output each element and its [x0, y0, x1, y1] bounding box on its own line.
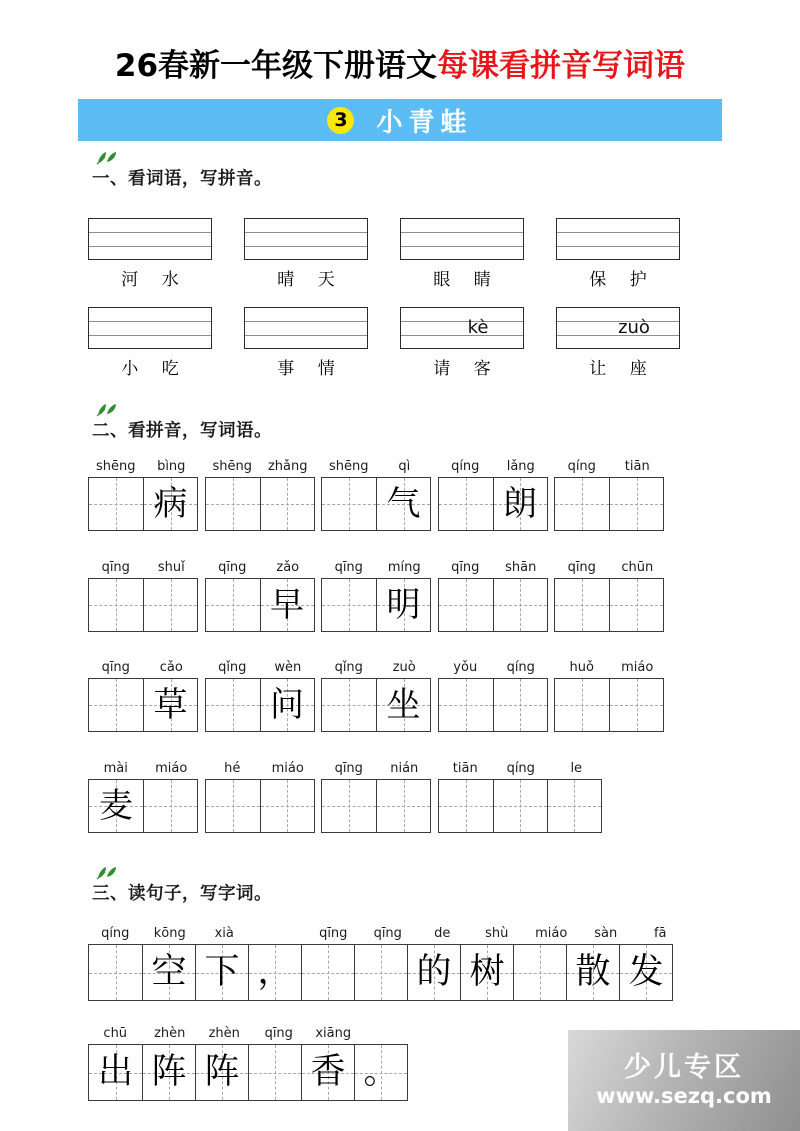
tianzige-cell[interactable] — [206, 679, 260, 731]
tianzige-cell[interactable] — [322, 579, 376, 631]
pinyin-label: cǎo — [159, 660, 183, 675]
pinyin-label: qīng — [334, 761, 363, 776]
tianzige-grid[interactable] — [321, 477, 431, 531]
word-grid-group — [88, 459, 198, 531]
word-grid-group — [554, 560, 664, 632]
tianzige-cell[interactable] — [206, 579, 260, 631]
word-grid-group — [554, 459, 664, 531]
pinyin-label: lǎng — [506, 459, 535, 474]
pinyin-label: sàn — [594, 926, 618, 941]
tianzige-cell[interactable] — [566, 945, 619, 1000]
tianzige-cell[interactable] — [439, 780, 493, 832]
tianzige-cell[interactable] — [195, 1045, 248, 1100]
pinyin-label: shù — [485, 926, 509, 941]
character-value — [494, 679, 547, 731]
pinyin-label: yǒu — [453, 660, 478, 675]
tianzige-grid[interactable] — [321, 578, 431, 632]
tianzige-cell[interactable] — [260, 478, 314, 530]
pinyin-row — [205, 659, 316, 677]
word-label: 保 护 — [589, 270, 656, 290]
pinyin-row — [88, 1025, 415, 1043]
character-value — [89, 579, 143, 631]
character-value — [322, 478, 376, 530]
tianzige-grid[interactable] — [205, 678, 315, 732]
word-grid-group — [321, 761, 431, 833]
pinyin-row — [88, 559, 199, 577]
leaf-icon — [96, 151, 118, 165]
tianzige-grid[interactable] — [554, 578, 664, 632]
tianzige-cell[interactable] — [260, 679, 314, 731]
leaf-icon — [96, 403, 118, 417]
pinyin-row — [88, 760, 199, 778]
character-value — [514, 945, 566, 1000]
pinyin-value — [245, 308, 367, 348]
tianzige-cell[interactable] — [513, 945, 566, 1000]
word-grid-group — [205, 761, 315, 833]
pinyin-row — [321, 458, 432, 476]
character-value — [494, 579, 547, 631]
tianzige-grid[interactable] — [88, 678, 198, 732]
pinyin-label: qīng — [334, 560, 363, 575]
character-value — [261, 780, 314, 832]
character-value — [144, 579, 197, 631]
character-value — [555, 478, 609, 530]
pinyin-label: bìng — [157, 459, 186, 474]
tianzige-cell[interactable] — [493, 679, 547, 731]
pinyin-label: huǒ — [569, 660, 594, 675]
tianzige-cell[interactable] — [322, 478, 376, 530]
word-label: 让 座 — [589, 359, 656, 379]
tianzige-cell[interactable] — [322, 679, 376, 731]
pinyin-label: zhèn — [154, 1026, 186, 1041]
tianzige-cell[interactable] — [301, 1045, 354, 1100]
word-grid-group — [438, 560, 548, 632]
tianzige-cell[interactable] — [89, 945, 142, 1000]
pinyin-label: tiān — [624, 459, 650, 474]
tianzige-cell[interactable] — [143, 579, 197, 631]
tianzige-grid[interactable] — [88, 944, 673, 1001]
pinyin-answer-box[interactable] — [400, 307, 524, 349]
character-value: 树 — [469, 952, 505, 992]
tianzige-cell[interactable] — [206, 478, 260, 530]
pinyin-row — [321, 659, 432, 677]
pinyin-label: shēng — [95, 459, 136, 474]
section3-heading — [92, 880, 272, 905]
tianzige-cell[interactable] — [376, 679, 430, 731]
pinyin-label: de — [434, 926, 451, 941]
pinyin-label: miáo — [271, 761, 304, 776]
pinyin-label: mài — [103, 761, 128, 776]
pinyin-value — [89, 308, 211, 348]
pinyin-label: qīng — [319, 926, 348, 941]
pinyin-label: miáo — [535, 926, 568, 941]
word-grid-group — [438, 660, 548, 732]
tianzige-cell[interactable] — [89, 679, 143, 731]
tianzige-cell[interactable] — [493, 579, 547, 631]
pinyin-row — [88, 458, 199, 476]
lesson-header-bar — [78, 99, 722, 141]
tianzige-cell[interactable] — [609, 579, 663, 631]
word-label: 眼 睛 — [433, 270, 500, 290]
tianzige-cell[interactable] — [260, 579, 314, 631]
pinyin-answer-box[interactable] — [556, 218, 680, 260]
pinyin-answer-box[interactable] — [88, 218, 212, 260]
character-value: 阵 — [151, 1052, 187, 1092]
pinyin-label: fā — [653, 926, 667, 941]
pinyin-label: shēng — [328, 459, 369, 474]
pinyin-answer-box[interactable] — [400, 218, 524, 260]
character-value — [610, 478, 663, 530]
tianzige-cell[interactable] — [143, 478, 197, 530]
lesson-number-badge: 3 — [327, 107, 354, 134]
word-grid-group — [438, 761, 602, 833]
character-value — [261, 478, 314, 530]
tianzige-grid[interactable] — [438, 578, 548, 632]
pinyin-answer-box[interactable] — [244, 218, 368, 260]
pinyin-label: zǎo — [276, 560, 300, 575]
character-value — [439, 679, 493, 731]
pinyin-row — [321, 760, 432, 778]
character-value — [206, 780, 260, 832]
character-value — [144, 780, 197, 832]
character-value — [249, 1045, 301, 1100]
word-label: 晴 天 — [277, 270, 344, 290]
pinyin-label: zuò — [392, 660, 416, 675]
word-label: 河 水 — [121, 270, 188, 290]
tianzige-cell[interactable] — [354, 945, 407, 1000]
word-grid-group — [554, 660, 664, 732]
character-value: 发 — [628, 952, 664, 992]
pinyin-row — [88, 659, 199, 677]
tianzige-grid[interactable] — [321, 678, 431, 732]
tianzige-cell[interactable] — [547, 780, 601, 832]
pinyin-label: nián — [390, 761, 419, 776]
section2-heading-text: 二、看拼音，写词语。 — [92, 421, 272, 441]
pinyin-label: zhǎng — [267, 459, 308, 474]
pinyin-label: qīng — [451, 560, 480, 575]
character-value: ， — [257, 952, 293, 992]
tianzige-cell[interactable] — [89, 1045, 142, 1100]
pinyin-label: shēng — [212, 459, 252, 474]
pinyin-label: tiān — [452, 761, 478, 776]
tianzige-cell[interactable] — [376, 478, 430, 530]
lesson-title: 小青蛙 — [376, 107, 473, 138]
tianzige-cell[interactable] — [301, 945, 354, 1000]
pinyin-answer-box[interactable] — [556, 307, 680, 349]
pinyin-label: qǐng — [334, 660, 363, 675]
tianzige-cell[interactable] — [619, 945, 672, 1000]
character-value — [206, 679, 260, 731]
tianzige-cell[interactable] — [142, 1045, 195, 1100]
character-value: 散 — [575, 952, 611, 992]
watermark — [568, 1030, 800, 1131]
page-title-red: 每课看拼音写词语 — [437, 48, 686, 84]
character-value — [555, 579, 609, 631]
pinyin-label: hé — [224, 761, 241, 776]
pinyin-label: qíng — [506, 761, 535, 776]
pinyin-label: xià — [214, 926, 234, 941]
tianzige-grid[interactable] — [88, 477, 198, 531]
pinyin-label: chū — [103, 1026, 128, 1041]
tianzige-cell[interactable] — [376, 780, 430, 832]
character-value — [439, 478, 493, 530]
character-value — [89, 679, 143, 731]
word-label: 事 情 — [277, 359, 344, 379]
word-grid-group — [321, 560, 431, 632]
pinyin-value — [245, 219, 367, 259]
character-value: 下 — [204, 952, 240, 992]
pinyin-label: xiāng — [315, 1026, 352, 1041]
word-grid-group — [205, 459, 315, 531]
pinyin-label: shān — [505, 560, 537, 575]
tianzige-grid[interactable] — [554, 678, 664, 732]
character-value — [610, 579, 663, 631]
character-value: 阵 — [204, 1052, 240, 1092]
word-grid-group — [88, 660, 198, 732]
word-grid-group — [88, 560, 198, 632]
pinyin-answer-box[interactable] — [88, 307, 212, 349]
word-grid-group — [321, 459, 431, 531]
character-value: 空 — [151, 952, 187, 992]
pinyin-label: qīng — [101, 560, 130, 575]
character-value: 朗 — [503, 484, 537, 524]
pinyin-label: qíng — [451, 459, 480, 474]
character-value: 问 — [270, 685, 304, 725]
watermark-cn: 少儿专区 — [624, 1052, 744, 1084]
character-value — [89, 478, 143, 530]
pinyin-label: qīng — [101, 660, 130, 675]
tianzige-cell[interactable] — [142, 945, 195, 1000]
tianzige-cell[interactable] — [260, 780, 314, 832]
tianzige-grid[interactable] — [88, 779, 198, 833]
tianzige-cell[interactable] — [555, 478, 609, 530]
character-value: 气 — [386, 484, 421, 524]
tianzige-cell[interactable] — [248, 945, 301, 1000]
pinyin-answer-box[interactable] — [244, 307, 368, 349]
pinyin-row — [205, 458, 316, 476]
character-value: 草 — [153, 685, 188, 725]
tianzige-cell[interactable] — [354, 1045, 407, 1100]
character-value: 病 — [153, 484, 188, 524]
pinyin-label: míng — [387, 560, 421, 575]
pinyin-value: zuò — [618, 317, 650, 338]
pinyin-row — [438, 760, 605, 778]
section1-heading-text: 一、看词语，写拼音。 — [92, 169, 272, 189]
character-value: 明 — [386, 585, 421, 625]
pinyin-label: chūn — [621, 560, 654, 575]
word-grid-group — [321, 660, 431, 732]
character-value — [206, 579, 260, 631]
character-value: 香 — [310, 1052, 346, 1092]
word-grid-group — [205, 660, 315, 732]
pinyin-row — [438, 458, 549, 476]
pinyin-label: qǐng — [218, 660, 247, 675]
pinyin-row — [554, 659, 665, 677]
tianzige-grid[interactable] — [88, 1044, 408, 1101]
character-value — [555, 679, 609, 731]
tianzige-cell[interactable] — [89, 579, 143, 631]
pinyin-label: qīng — [218, 560, 247, 575]
watermark-url: www.sezq.com — [596, 1083, 772, 1108]
tianzige-grid[interactable] — [205, 779, 315, 833]
pinyin-label: qíng — [567, 459, 596, 474]
character-value: 早 — [270, 585, 304, 625]
sentence-grid-line — [88, 926, 673, 1001]
pinyin-label: qīng — [373, 926, 402, 941]
tianzige-cell[interactable] — [439, 579, 493, 631]
character-value — [355, 945, 407, 1000]
character-value — [89, 945, 142, 1000]
tianzige-cell[interactable] — [493, 780, 547, 832]
section1-heading — [92, 165, 272, 190]
character-value — [322, 679, 376, 731]
character-value — [302, 945, 354, 1000]
pinyin-value — [89, 219, 211, 259]
tianzige-cell[interactable] — [493, 478, 547, 530]
pinyin-label — [361, 1025, 416, 1043]
pinyin-row — [554, 458, 665, 476]
character-value: 的 — [416, 952, 452, 992]
character-value — [548, 780, 601, 832]
tianzige-cell[interactable] — [195, 945, 248, 1000]
pinyin-label: qīng — [567, 560, 596, 575]
pinyin-row — [88, 925, 688, 943]
pinyin-label: qíng — [506, 660, 535, 675]
tianzige-cell[interactable] — [206, 780, 260, 832]
character-value — [494, 780, 547, 832]
page-title — [0, 40, 800, 85]
pinyin-label: qīng — [264, 1026, 293, 1041]
pinyin-label: kōng — [153, 926, 186, 941]
pinyin-value: kè — [467, 317, 489, 338]
pinyin-value — [557, 219, 679, 259]
pinyin-label: miáo — [155, 761, 188, 776]
tianzige-grid[interactable] — [88, 578, 198, 632]
tianzige-cell[interactable] — [460, 945, 513, 1000]
section2-heading — [92, 417, 272, 442]
section3-heading-text: 三、读句子，写字词。 — [92, 884, 272, 904]
tianzige-cell[interactable] — [143, 679, 197, 731]
word-grid-group — [438, 459, 548, 531]
tianzige-cell[interactable] — [555, 579, 609, 631]
tianzige-cell[interactable] — [322, 780, 376, 832]
tianzige-cell[interactable] — [89, 478, 143, 530]
page-title-black: 26春新一年级下册语文 — [114, 48, 438, 84]
character-value: 麦 — [99, 786, 133, 826]
pinyin-label: wèn — [274, 660, 302, 675]
character-value: 坐 — [386, 685, 421, 725]
sentence-grid-line — [88, 1026, 408, 1101]
tianzige-cell[interactable] — [407, 945, 460, 1000]
pinyin-row — [554, 559, 665, 577]
pinyin-row — [321, 559, 432, 577]
tianzige-grid[interactable] — [554, 477, 664, 531]
tianzige-cell[interactable] — [143, 780, 197, 832]
character-value: 出 — [97, 1052, 133, 1092]
tianzige-cell[interactable] — [376, 579, 430, 631]
character-value: 。 — [363, 1052, 399, 1092]
leaf-icon — [96, 866, 118, 880]
tianzige-grid[interactable] — [438, 678, 548, 732]
pinyin-value — [401, 219, 523, 259]
pinyin-label: zhèn — [208, 1026, 240, 1041]
tianzige-grid[interactable] — [438, 477, 548, 531]
pinyin-row — [438, 559, 549, 577]
tianzige-grid[interactable] — [205, 477, 315, 531]
word-grid-group — [88, 761, 198, 833]
word-label: 请 客 — [433, 359, 500, 379]
word-label: 小 吃 — [121, 359, 188, 379]
pinyin-label: miáo — [621, 660, 654, 675]
pinyin-row — [205, 760, 316, 778]
tianzige-cell[interactable] — [248, 1045, 301, 1100]
pinyin-label: qíng — [101, 926, 130, 941]
tianzige-cell[interactable] — [89, 780, 143, 832]
tianzige-grid[interactable] — [205, 578, 315, 632]
pinyin-row — [438, 659, 549, 677]
pinyin-label — [252, 925, 307, 943]
pinyin-label: le — [570, 761, 583, 776]
character-value — [377, 780, 430, 832]
character-value — [610, 679, 663, 731]
pinyin-row — [205, 559, 316, 577]
tianzige-cell[interactable] — [609, 478, 663, 530]
word-grid-group — [205, 560, 315, 632]
character-value — [322, 579, 376, 631]
tianzige-cell[interactable] — [609, 679, 663, 731]
tianzige-cell[interactable] — [439, 478, 493, 530]
character-value — [322, 780, 376, 832]
tianzige-grid[interactable] — [321, 779, 431, 833]
character-value — [206, 478, 260, 530]
tianzige-grid[interactable] — [438, 779, 602, 833]
pinyin-label: qì — [398, 459, 411, 474]
character-value — [439, 579, 493, 631]
pinyin-label: shuǐ — [157, 560, 185, 575]
tianzige-cell[interactable] — [555, 679, 609, 731]
character-value — [439, 780, 493, 832]
tianzige-cell[interactable] — [439, 679, 493, 731]
